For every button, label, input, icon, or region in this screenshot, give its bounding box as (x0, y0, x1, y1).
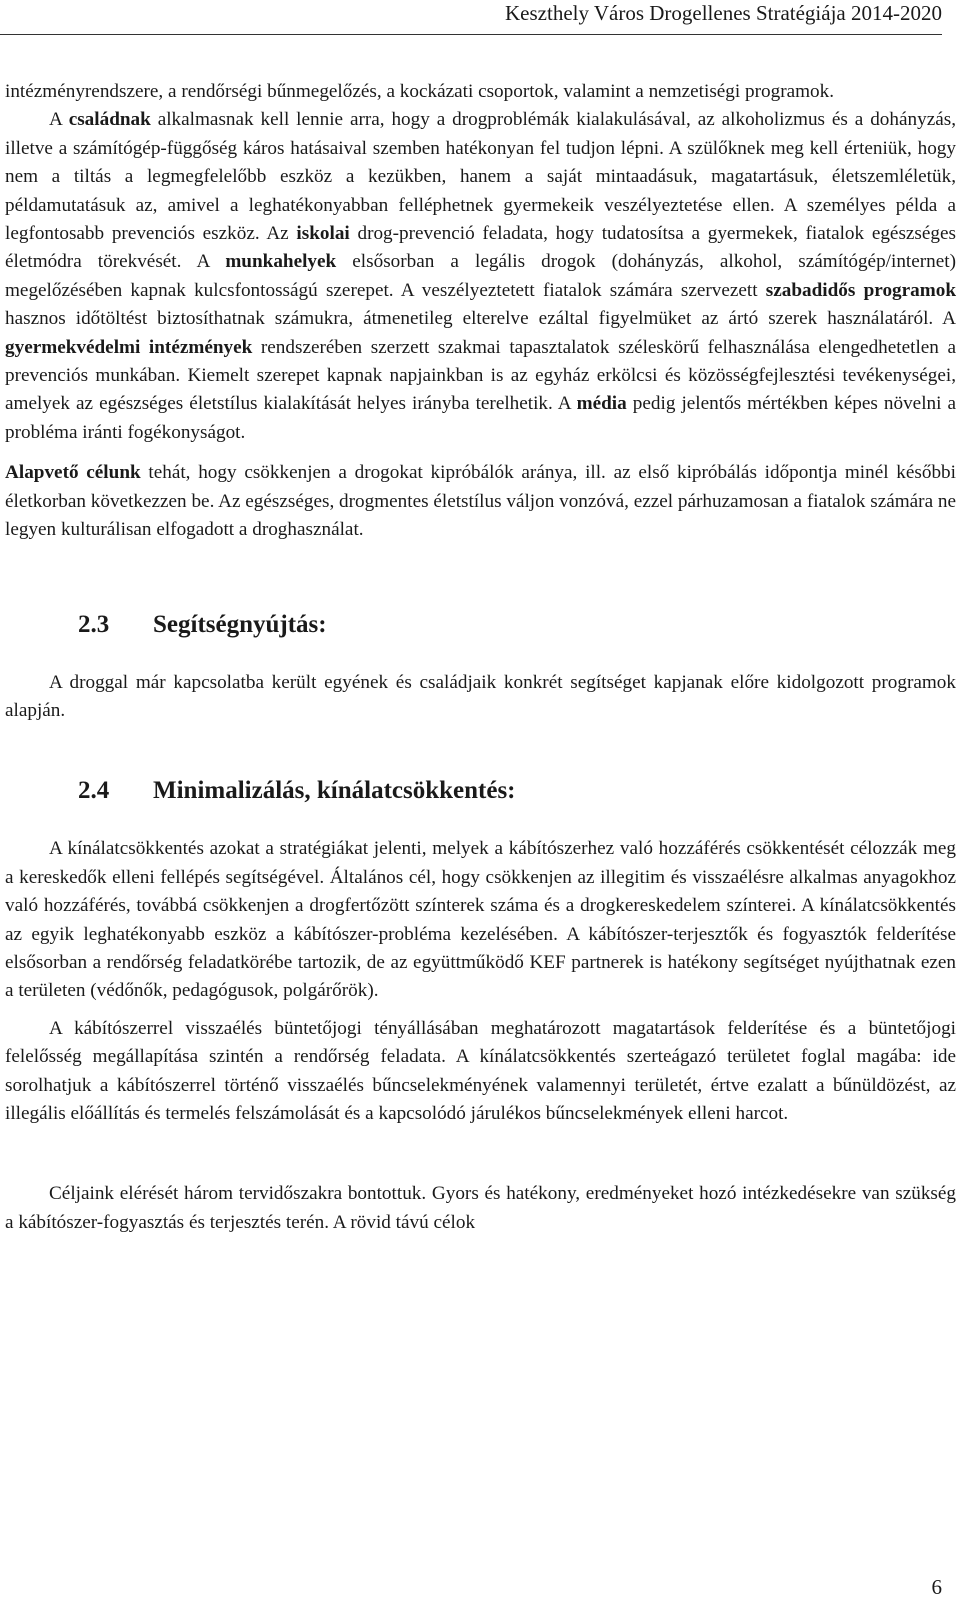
page-header (0, 0, 942, 35)
text-run: elsősorban a legális drogok (dohányzás, alkohol, számítógép/internet) megelőzésében kapnak kulcsfontosságú szerepet. A veszélyeztetett fiatalok számára szervezett (5, 251, 956, 301)
text-run: hasznos időtöltést biztosíthatnak számukra, átmenetileg elterelve ezáltal figyelmüket az ártó szerek használatáról. A (5, 308, 956, 330)
document-body (5, 78, 956, 1237)
paragraph-assistance: A droggal már kapcsolatba került egyének és családjaik konkrét segítséget kapjanak előre kidolgozott programok alapján. (5, 671, 956, 721)
paragraph-criminal-law: A kábítószerrel visszaélés büntetőjogi tényállásában meghatározott magatartások felderítése és a büntetőjogi felelősség megállapítása szintén a rendőrség feladata. A kínálatcsökkentés szerteágazó területet foglal magába: ide sorolhatjuk a kábítószerrel történő visszaélés bűncselekményének valamennyi területét, értve ezalatt a bűnüldözést, az illegális előállítás és termelés felszámolását és a kapcsolódó járulékos bűncselekmények elleni harcot. (5, 1017, 956, 1124)
text-run: A (49, 109, 69, 131)
section-number: 2.3 (78, 610, 110, 638)
section-heading-2-3 (5, 609, 956, 641)
bold-term: Alapvető célunk (5, 462, 141, 484)
bold-term: iskolai (296, 223, 350, 245)
text-run: drog-prevenció feladata, hogy tudatosítsa a gyermekek, fiatalok egészséges életmódra törekvését. A (5, 223, 956, 273)
paragraph-family (5, 106, 956, 447)
paragraph-intro: intézményrendszere, a rendőrségi bűnmegelőzés, a kockázati csoportok, valamint a nemzetiségi programok. (5, 81, 835, 102)
paragraph-goal (5, 459, 956, 544)
text-run: pedig jelentős mértékben képes növelni a probléma iránti fogékonyságot. (5, 393, 956, 443)
bold-term: média (576, 393, 627, 415)
header-title: Keszthely Város Drogellenes Stratégiája 2014-2020 (505, 1, 942, 25)
text-run: tehát, hogy csökkenjen a drogokat kipróbálók aránya, ill. az első kipróbálás időpontja minél későbbi életkorban következzen be. Az egészséges, drogmentes életstílus váljon vonzóvá, ezzel párhuzamosan a fiatalok számára ne legyen kulturálisan elfogadott a droghasználat. (5, 462, 956, 541)
section-title: Minimalizálás, kínálatcsökkentés: (153, 777, 516, 805)
text-run: alkalmasnak kell lennie arra, hogy a drogproblémák kialakulásával, az alkoholizmus és a dohányzás, illetve a számítógép-függőség káros hatásaival szemben hatékonyan fel tudjon lépni. A szülőknek meg kell érteniük, hogy nem a tiltás a legmegfelelőbb eszköz a kezükben, hanem a saját mintaadásuk, magatartásuk, életszemléletük, példamutatásuk az, amivel a leghatékonyabban felléphetnek gyermekeik veszélyeztetése ellen. A személyes példa a legfontosabb prevenciós eszköz. Az (5, 109, 956, 245)
text-run: rendszerében szerzett szakmai tapasztalatok széleskörű felhasználása elengedhetetlen a prevenciós munkában. Kiemelt szerepet kapnak napjainkban is az egyház erkölcsi és közösségfejlesztési tevékenységei, amelyek az egészséges életstílus kialakítását helyes irányba terelhetik. A (5, 336, 957, 415)
section-heading-2-4 (5, 775, 956, 807)
section-title: Segítségnyújtás: (153, 610, 327, 638)
paragraph-supply-reduction: A kínálatcsökkentés azokat a stratégiákat jelenti, melyek a kábítószerhez való hozzáférés csökkentését célozzák meg a kereskedők elleni fellépés segítségével. Általános cél, hogy csökkenjen az illegitim és visszaélésre alkalmas anyagokhoz való hozzáférés, továbbá csökkenjen a drogfertőzött színterek száma és a drogkereskedelem színterei. A kínálatcsökkentés az egyik leghatékonyabb eszköz a kábítószer-probléma kezelésében. A kábítószer-terjesztők és fogyasztók felderítése elsősorban a rendőrség feladatkörébe tartozik, de az együttműködő KEF partnerek is hatékony segítséget nyújthatnak ezen a területen (védőnők, pedagógusok, polgárőrök). (5, 838, 956, 1002)
bold-term: családnak (68, 109, 151, 131)
bold-term: munkahelyek (225, 251, 337, 273)
bold-term: szabadidős programok (765, 279, 956, 301)
paragraph-goals-periods: Céljaink elérését három tervidőszakra bontottuk. Gyors és hatékony, eredményeket hozó intézkedésekre van szükség a kábítószer-fogyasztás és terjesztés terén. A rövid távú célok (5, 1183, 956, 1233)
section-number: 2.4 (78, 777, 110, 805)
page-number: 6 (931, 1575, 942, 1599)
bold-term: gyermekvédelmi intézmények (5, 336, 253, 358)
